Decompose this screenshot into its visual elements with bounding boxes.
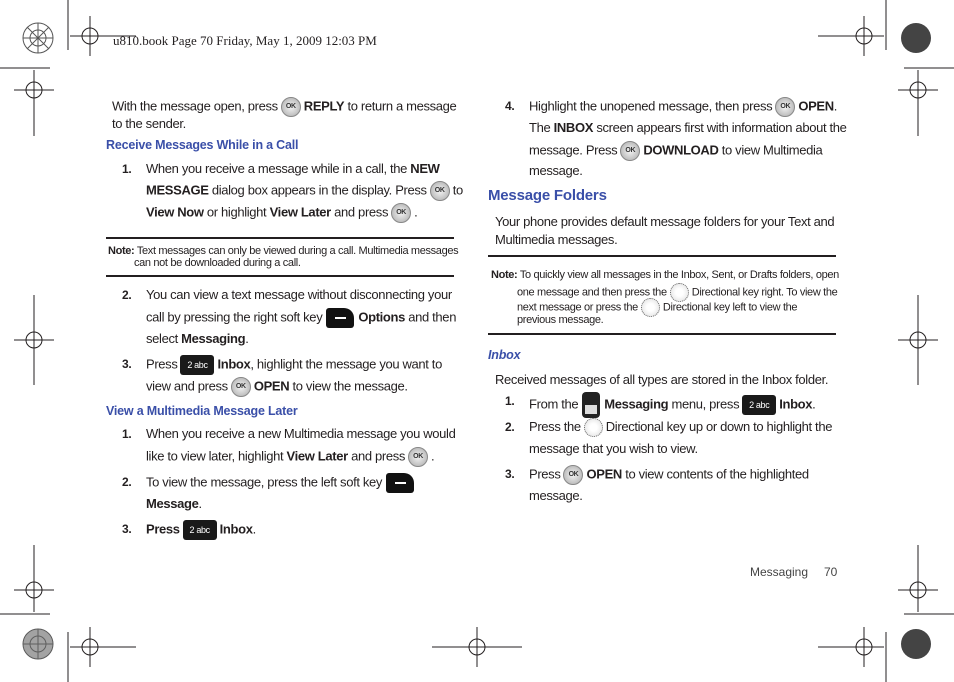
text-segment: screen appears first with information about the [596,120,847,135]
step-line [146,330,248,348]
text-segment: Directional key left to view the [662,301,798,314]
text-segment: To view the message, press the left soft key [146,474,383,490]
text-segment: menu, press [671,396,740,412]
step-line [146,181,463,201]
step-line [146,473,418,493]
footer-section: Messaging [750,565,809,579]
step-line: message that you wish to view. [529,441,698,456]
step-line [146,447,434,467]
text-segment: Directional key up or down to highlight the [605,419,833,434]
text-segment: to return a message [347,98,457,114]
text-segment: call by pressing the right soft key [146,309,323,325]
text-segment: to [452,182,463,198]
note [491,268,839,282]
text-segment: View Later [286,448,348,464]
step-number: 4. [505,99,515,113]
text-segment: and then [408,309,457,325]
text-segment: . [833,98,838,114]
step-line [529,119,847,137]
step-line: When you receive a new Multimedia message you would [146,426,456,441]
ok-key-icon: OK [775,97,795,117]
text-segment: NEW [410,161,440,176]
step-line: You can view a text message without disconnecting your [146,287,452,302]
ok-key-icon: OK [231,377,251,397]
messaging-icon [582,392,600,418]
step-line [146,520,256,540]
text-segment: Press the [529,419,581,434]
text-segment: . [431,448,435,464]
ok-key-icon: OK [391,203,411,223]
key-2abc-icon: 2 abc [742,395,776,415]
subheading-inbox: Inbox [488,348,521,362]
intro-line: to the sender. [112,116,186,131]
text-segment: Messaging [181,331,246,346]
heading-receive-in-call: Receive Messages While in a Call [106,138,299,152]
heading-message-folders: Message Folders [488,187,607,204]
text-segment: View Later [269,204,331,220]
text-segment: Inbox [219,521,253,537]
divider [106,237,454,239]
text-segment: Options [358,309,405,325]
text-segment: From the [529,396,579,412]
text-segment: OPEN [253,378,290,394]
text-segment: to view Multimedia [721,142,823,158]
text-segment: . [812,396,816,412]
step-number: 2. [122,288,132,302]
text-segment: Press [146,356,178,372]
text-segment: . [414,204,418,220]
step-number: 1. [122,162,132,176]
text-segment: Inbox [779,396,813,412]
paragraph-line: Multimedia messages. [495,232,618,247]
text-segment: INBOX [553,120,594,135]
text-segment: Directional key right. To view the [691,286,838,299]
text-segment: Note: [491,269,518,281]
step-line [146,377,408,397]
print-header: u810.book Page 70 Friday, May 1, 2009 12:03 PM [113,33,377,48]
text-segment: Message [146,496,199,511]
text-segment: to view contents of the highlighted [625,466,809,482]
text-segment: Press [146,521,180,537]
step-line: message. [529,488,583,503]
text-segment: The [529,120,551,135]
step-line [146,160,440,178]
step-line [529,97,837,117]
ok-key-icon: OK [620,141,640,161]
step-line [529,141,822,161]
text-segment: To quickly view all messages in the Inbox, Sent, or Drafts folders, open [519,269,839,281]
text-segment: When you receive a message while in a call, the [146,161,408,176]
text-segment: to view the message. [292,378,408,394]
step-line [146,355,442,375]
text-segment: MESSAGE [146,182,209,198]
text-segment: , highlight the message you want to [250,356,442,372]
text-segment: and press [334,204,389,220]
text-segment: . [198,496,202,511]
text-segment: View Now [146,204,204,220]
text-segment: next message or press the [517,301,638,314]
text-segment: Messaging [604,396,669,412]
key-2abc-icon: 2 abc [180,355,214,375]
text-segment: one message and then press the [517,286,667,299]
left-soft-key-icon [386,473,414,493]
note-line: previous message. [517,314,604,326]
text-segment: like to view later, highlight [146,448,284,464]
text-segment: Inbox [217,356,251,372]
note-line: can not be downloaded during a call. [134,257,301,269]
intro-line [112,97,456,117]
text-segment: DOWNLOAD [643,142,719,158]
text-segment: Text messages can only be viewed during a call. Multimedia messages [136,245,459,257]
text-segment: dialog box appears in the display. Press [211,182,427,198]
text-segment: OPEN [798,98,834,114]
step-number: 3. [505,467,515,481]
divider [488,255,836,257]
text-segment: message. Press [529,142,618,158]
text-segment: . [252,521,256,537]
text-segment: view and press [146,378,228,394]
text-segment: select [146,331,178,346]
paragraph-line: Your phone provides default message folders for your Text and [495,214,835,229]
text-segment: Note: [108,245,135,257]
paragraph-line: Received messages of all types are stored in the Inbox folder. [495,372,829,387]
text-segment: Press [529,466,561,482]
step-number: 3. [122,357,132,371]
step-line [529,465,809,485]
page-number: 70 [824,565,838,579]
directional-key-icon [584,418,603,437]
text-segment: OPEN [586,466,622,482]
heading-multimedia-later: View a Multimedia Message Later [106,404,298,418]
step-line [146,308,456,328]
step-line [146,203,417,223]
right-soft-key-icon [326,308,354,328]
text-segment: or highlight [206,204,267,220]
ok-key-icon: OK [281,97,301,117]
text-segment: Highlight the unopened message, then press [529,98,773,114]
step-line: message. [529,163,583,178]
ok-key-icon: OK [408,447,428,467]
step-line [529,392,815,418]
text-segment: REPLY [303,98,345,114]
key-2abc-icon: 2 abc [183,520,217,540]
ok-key-icon: OK [430,181,450,201]
step-line [146,495,202,513]
step-number: 1. [122,427,132,441]
text-segment: . [245,331,249,346]
text-segment: and press [351,448,406,464]
ok-key-icon: OK [563,465,583,485]
step-number: 2. [122,475,132,489]
divider [106,275,454,277]
step-line [529,418,832,437]
directional-key-icon [641,298,660,317]
text-segment: With the message open, press [112,98,278,114]
step-number: 2. [505,420,515,434]
step-number: 3. [122,522,132,536]
step-number: 1. [505,394,515,408]
divider [488,333,836,335]
